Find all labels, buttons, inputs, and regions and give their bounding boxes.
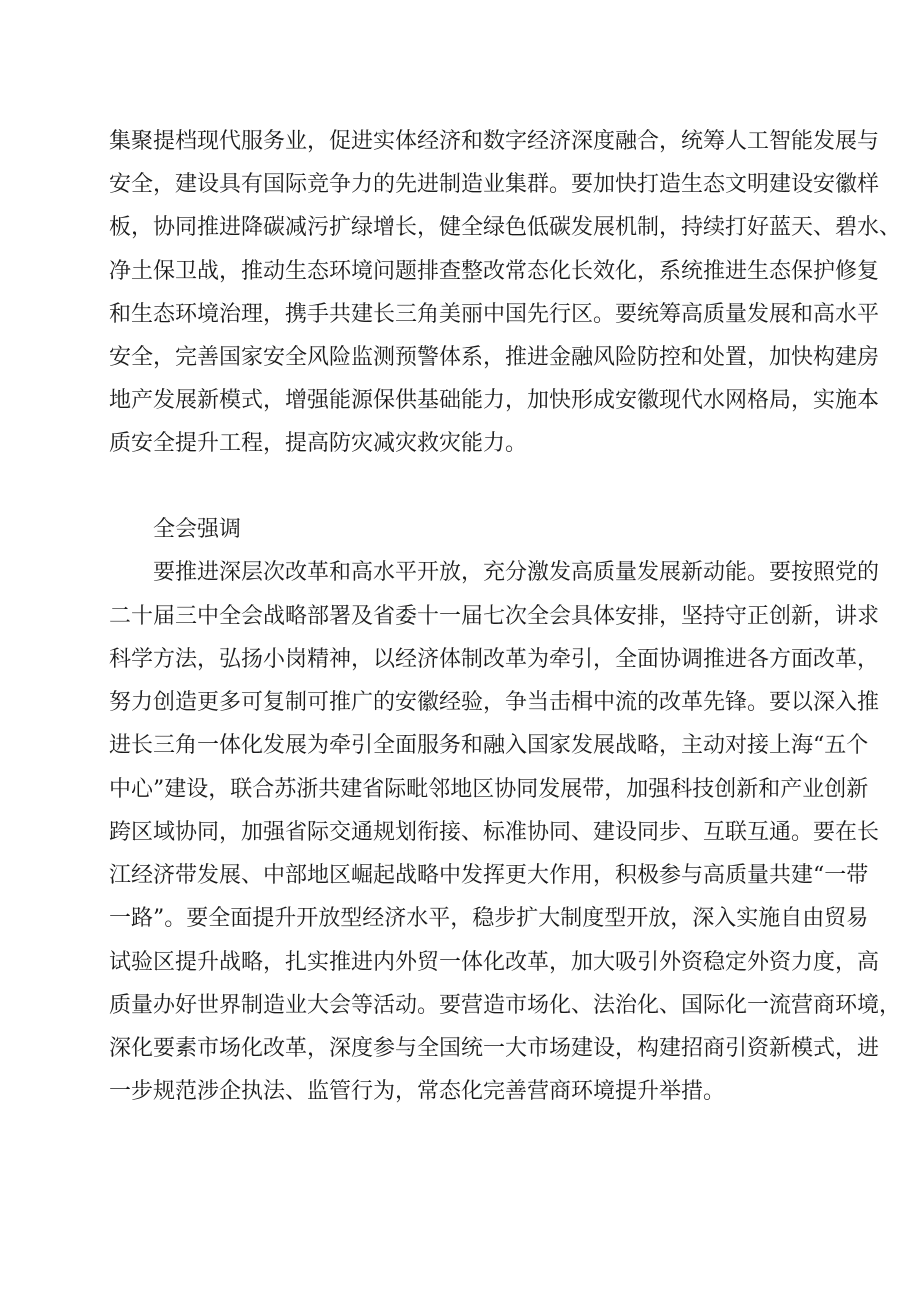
paragraph-line: 中心”建设，联合苏浙共建省际毗邻地区协同发展带，加强科技创新和产业创新 bbox=[109, 777, 869, 802]
paragraph-line: 一路”。要全面提升开放型经济水平，稳步扩大制度型开放，深入实施自由贸易 bbox=[109, 906, 869, 931]
paragraph-line: 跨区域协同，加强省际交通规划衔接、标准协同、建设同步、互联互通。要在长 bbox=[109, 820, 880, 845]
paragraph-line: 江经济带发展、中部地区崛起战略中发挥更大作用，积极参与高质量共建“一带 bbox=[109, 863, 869, 888]
paragraph-line: 要推进深层次改革和高水平开放，充分激发高质量发展新动能。要按照党的 bbox=[153, 560, 880, 585]
paragraph-line: 质安全提升工程，提高防灾减灾救灾能力。 bbox=[109, 431, 528, 456]
paragraph-line: 净土保卫战，推动生态环境问题排查整改常态化长效化，系统推进生态保护修复 bbox=[109, 259, 880, 284]
paragraph-line: 试验区提升战略，扎实推进内外贸一体化改革，加大吸引外资稳定外资力度，高 bbox=[109, 950, 880, 975]
paragraph-line: 努力创造更多可复制可推广的安徽经验，争当击楫中流的改革先锋。要以深入推 bbox=[109, 690, 880, 715]
paragraph-line: 和生态环境治理，携手共建长三角美丽中国先行区。要统筹高质量发展和高水平 bbox=[109, 302, 880, 327]
paragraph-line: 板，协同推进降碳减污扩绿增长，健全绿色低碳发展机制，持续打好蓝天、碧水、 bbox=[109, 215, 902, 240]
paragraph-line: 地产发展新模式，增强能源保供基础能力，加快形成安徽现代水网格局，实施本 bbox=[109, 388, 880, 413]
paragraph-line: 一步规范涉企执法、监管行为，常态化完善营商环境提升举措。 bbox=[109, 1079, 726, 1104]
paragraph-line: 深化要素市场化改革，深度参与全国统一大市场建设，构建招商引资新模式，进 bbox=[109, 1036, 880, 1061]
paragraph-line: 二十届三中全会战略部署及省委十一届七次全会具体安排，坚持守正创新，讲求 bbox=[109, 604, 880, 629]
paragraph-line: 科学方法，弘扬小岗精神，以经济体制改革为牵引，全面协调推进各方面改革， bbox=[109, 647, 880, 672]
paragraph-line: 质量办好世界制造业大会等活动。要营造市场化、法治化、国际化一流营商环境， bbox=[109, 993, 902, 1018]
section-heading: 全会强调 bbox=[153, 517, 242, 542]
paragraph-line: 进长三角一体化发展为牵引全面服务和融入国家发展战略，主动对接上海“五个 bbox=[109, 733, 869, 758]
paragraph-line: 安全，完善国家安全风险监测预警体系，推进金融风险防控和处置，加快构建房 bbox=[109, 345, 880, 370]
paragraph-line: 集聚提档现代服务业，促进实体经济和数字经济深度融合，统筹人工智能发展与 bbox=[109, 129, 880, 154]
paragraph-line: 安全，建设具有国际竞争力的先进制造业集群。要加快打造生态文明建设安徽样 bbox=[109, 172, 880, 197]
